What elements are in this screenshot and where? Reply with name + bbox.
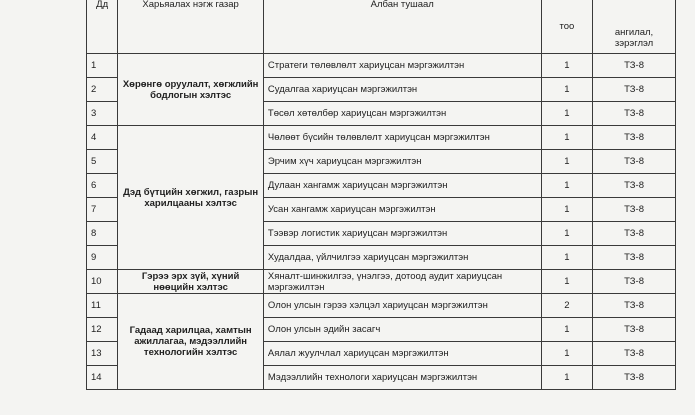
header-num: Дд <box>87 0 118 54</box>
row-number: 1 <box>87 54 118 78</box>
row-number: 14 <box>87 366 118 390</box>
table-row <box>87 270 676 294</box>
grade-cell: ТЗ-8 <box>593 54 676 78</box>
qty-cell: 1 <box>541 126 593 150</box>
qty-cell: 1 <box>541 270 593 294</box>
row-number: 9 <box>87 246 118 270</box>
unit-cell: Гадаад харилцаа, хамтын ажиллагаа, мэдээллийн технологийн хэлтэс <box>118 294 264 390</box>
grade-cell: ТЗ-8 <box>593 366 676 390</box>
position-cell: Тээвэр логистик хариуцсан мэргэжилтэн <box>263 222 541 246</box>
position-cell: Чөлөөт бүсийн төлөвлөлт хариуцсан мэргэжилтэн <box>263 126 541 150</box>
header-position: Албан тушаал <box>263 0 541 54</box>
qty-cell: 2 <box>541 294 593 318</box>
grade-cell: ТЗ-8 <box>593 318 676 342</box>
qty-cell: 1 <box>541 174 593 198</box>
grade-cell: ТЗ-8 <box>593 174 676 198</box>
table-row <box>87 126 676 150</box>
grade-cell: ТЗ-8 <box>593 222 676 246</box>
grade-cell: ТЗ-8 <box>593 342 676 366</box>
qty-cell: 1 <box>541 318 593 342</box>
qty-cell: 1 <box>541 198 593 222</box>
qty-cell: 1 <box>541 102 593 126</box>
position-cell: Мэдээллийн технологи хариуцсан мэргэжилтэн <box>263 366 541 390</box>
grade-cell: ТЗ-8 <box>593 102 676 126</box>
position-cell: Судалгаа хариуцсан мэргэжилтэн <box>263 78 541 102</box>
qty-cell: 1 <box>541 54 593 78</box>
row-number: 7 <box>87 198 118 222</box>
position-cell: Худалдаа, үйлчилгээ хариуцсан мэргэжилтэн <box>263 246 541 270</box>
row-number: 12 <box>87 318 118 342</box>
position-cell: Дулаан хангамж хариуцсан мэргэжилтэн <box>263 174 541 198</box>
header-unit: Харьяалах нэгж газар <box>118 0 264 54</box>
unit-cell: Дэд бүтцийн хөгжил, газрын харилцааны хэлтэс <box>118 126 264 270</box>
grade-cell: ТЗ-8 <box>593 78 676 102</box>
qty-cell: 1 <box>541 78 593 102</box>
grade-cell: ТЗ-8 <box>593 126 676 150</box>
table-header-row <box>87 0 676 54</box>
row-number: 2 <box>87 78 118 102</box>
grade-cell: ТЗ-8 <box>593 294 676 318</box>
table-row <box>87 294 676 318</box>
qty-cell: 1 <box>541 342 593 366</box>
header-qty: тоо <box>541 0 593 54</box>
row-number: 3 <box>87 102 118 126</box>
qty-cell: 1 <box>541 246 593 270</box>
qty-cell: 1 <box>541 222 593 246</box>
grade-cell: ТЗ-8 <box>593 246 676 270</box>
table-row <box>87 54 676 78</box>
position-cell: Эрчим хүч хариуцсан мэргэжилтэн <box>263 150 541 174</box>
position-cell: Аялал жуулчлал хариуцсан мэргэжилтэн <box>263 342 541 366</box>
position-cell: Олон улсын гэрээ хэлцэл хариуцсан мэргэжилтэн <box>263 294 541 318</box>
row-number: 10 <box>87 270 118 294</box>
unit-cell: Гэрээ эрх зүй, хүний нөөцийн хэлтэс <box>118 270 264 294</box>
position-cell: Хяналт-шинжилгээ, үнэлгээ, дотоод аудит хариуцсан мэргэжилтэн <box>263 270 541 294</box>
grade-cell: ТЗ-8 <box>593 150 676 174</box>
row-number: 13 <box>87 342 118 366</box>
row-number: 11 <box>87 294 118 318</box>
position-cell: Олон улсын эдийн засагч <box>263 318 541 342</box>
header-grade: ангилал, зэрэглэл <box>593 0 676 54</box>
row-number: 8 <box>87 222 118 246</box>
position-cell: Стратеги төлөвлөлт хариуцсан мэргэжилтэн <box>263 54 541 78</box>
positions-table <box>86 0 676 390</box>
position-cell: Төсөл хөтөлбөр хариуцсан мэргэжилтэн <box>263 102 541 126</box>
grade-cell: ТЗ-8 <box>593 198 676 222</box>
unit-cell: Хөрөнгө оруулалт, хөгжлийн бодлогын хэлтэс <box>118 54 264 126</box>
position-cell: Усан хангамж хариуцсан мэргэжилтэн <box>263 198 541 222</box>
qty-cell: 1 <box>541 150 593 174</box>
row-number: 6 <box>87 174 118 198</box>
row-number: 5 <box>87 150 118 174</box>
row-number: 4 <box>87 126 118 150</box>
qty-cell: 1 <box>541 366 593 390</box>
grade-cell: ТЗ-8 <box>593 270 676 294</box>
